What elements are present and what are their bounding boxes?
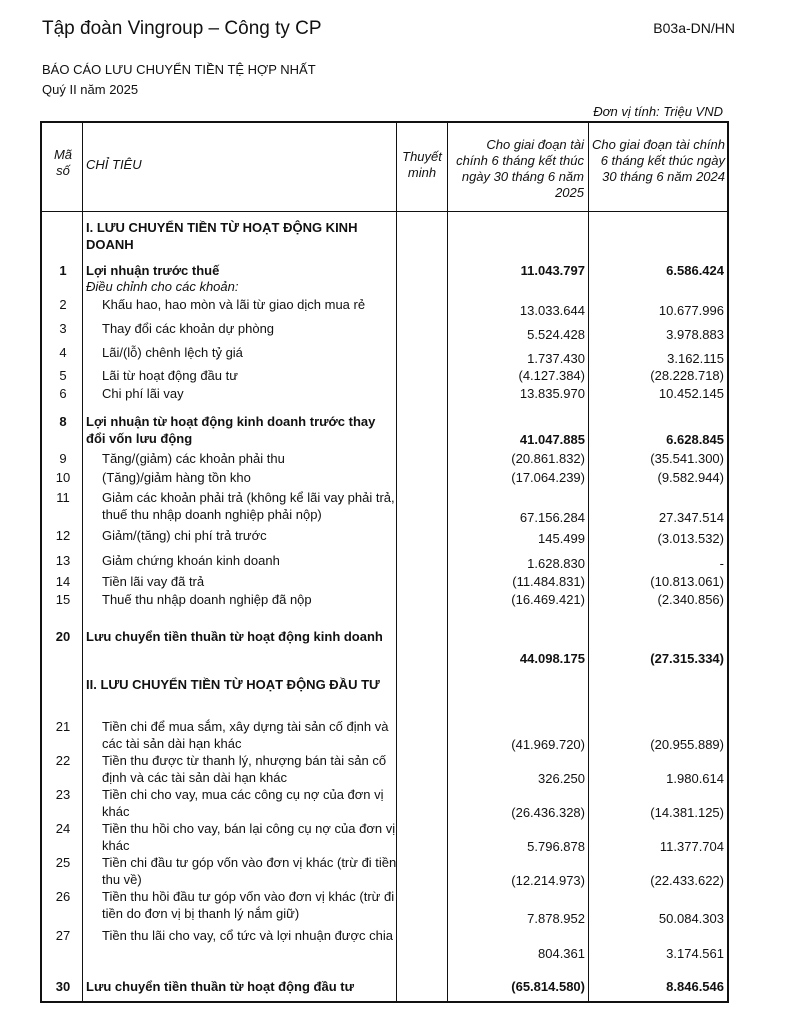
value-2024: (2.340.856)	[657, 592, 724, 607]
cash-flow-table	[40, 121, 729, 1003]
row-code: 4	[59, 345, 67, 360]
row-label: Tiền chi đầu tư góp vốn vào đơn vị khác (trừ đi tiền thu về)	[102, 855, 397, 887]
value-2025: (26.436.328)	[511, 805, 585, 820]
value-2024: 11.377.704	[659, 839, 724, 854]
value-2024: 27.347.514	[658, 510, 724, 525]
row-code: 1	[59, 263, 67, 278]
row-label: Lãi từ hoạt động đầu tư	[102, 368, 238, 383]
row-code: 2	[59, 297, 67, 312]
value-2025: (17.064.239)	[511, 470, 585, 485]
value-2025: 44.098.175	[519, 651, 585, 666]
row-label: Tiền thu hồi đầu tư góp vốn vào đơn vị khác (trừ đi tiền do đơn vị bị thanh lý nắm giữ)	[102, 889, 395, 921]
row-code: 13	[55, 553, 71, 568]
value-2024: 3.174.561	[666, 946, 724, 961]
row-code: 8	[59, 414, 67, 429]
value-2025: (16.469.421)	[511, 592, 585, 607]
row-label: Giảm/(tăng) chi phí trả trước	[102, 528, 267, 543]
row-code: 22	[55, 753, 71, 768]
value-2024: 1.980.614	[666, 771, 724, 786]
header-code: Mã số	[53, 147, 73, 178]
value-2025: (11.484.831)	[512, 574, 585, 589]
row-code: 12	[55, 528, 71, 543]
header-period-2024: Cho giai đoạn tài chính 6 tháng kết thúc ngày 30 tháng 6 năm 2024	[592, 137, 725, 184]
value-2025: (65.814.580)	[511, 979, 585, 994]
column-divider	[82, 123, 83, 1001]
row-label: Giảm các khoản phải trả (không kể lãi vay phải trả, thuế thu nhập doanh nghiệp phải nộp)	[102, 490, 395, 522]
value-2025: 326.250	[538, 771, 585, 786]
value-2024: 6.628.845	[666, 432, 724, 447]
row-code: 15	[55, 592, 71, 607]
value-2024: (14.381.125)	[650, 805, 724, 820]
value-2024: -	[719, 556, 724, 571]
value-2024: (35.541.300)	[650, 451, 724, 466]
value-2025: (12.214.973)	[511, 873, 585, 888]
row-code: 30	[55, 979, 71, 994]
row-label: Giảm chứng khoán kinh doanh	[102, 553, 280, 568]
row-label: Tiền lãi vay đã trả	[102, 574, 205, 589]
value-2025: 1.737.430	[527, 351, 585, 366]
report-title: BÁO CÁO LƯU CHUYỂN TIỀN TỆ HỢP NHẤT	[42, 62, 316, 77]
row-code: 20	[55, 629, 71, 644]
value-2024: (22.433.622)	[650, 873, 724, 888]
row-label: Tiền thu hồi cho vay, bán lại công cụ nợ của đơn vị khác	[102, 821, 396, 853]
value-2025: 5.796.878	[527, 839, 585, 854]
header-period-2025: Cho giai đoạn tài chính 6 tháng kết thúc ngày 30 tháng 6 năm 2025	[456, 137, 584, 200]
value-2024: 50.084.303	[658, 911, 724, 926]
row-label: Lãi/(lỗ) chênh lệch tỷ giá	[102, 345, 243, 360]
row-label: Chi phí lãi vay	[102, 386, 184, 401]
header-item: CHỈ TIÊU	[86, 157, 142, 172]
value-2025: 804.361	[538, 946, 585, 961]
row-code: 9	[59, 451, 67, 466]
value-2025: (41.969.720)	[511, 737, 585, 752]
value-2025: (4.127.384)	[518, 368, 585, 383]
row-code: 26	[55, 889, 71, 904]
form-code: B03a-DN/HN	[653, 20, 735, 36]
row-label: Tiền thu lãi cho vay, cổ tức và lợi nhuận được chia	[102, 928, 393, 943]
value-2024: (27.315.334)	[650, 651, 724, 666]
row-code: 14	[55, 574, 71, 589]
value-2025: 41.047.885	[519, 432, 585, 447]
value-2024: 8.846.546	[666, 979, 724, 994]
row-label: Khấu hao, hao mòn và lãi từ giao dịch mua rẻ	[102, 297, 366, 312]
value-2025: 7.878.952	[527, 911, 585, 926]
row-code: 5	[59, 368, 67, 383]
value-2025: 13.033.644	[519, 303, 585, 318]
row-code: 25	[55, 855, 71, 870]
header-divider	[42, 211, 727, 212]
row-label: Thay đổi các khoản dự phòng	[102, 321, 275, 336]
row-label: Tăng/(giảm) các khoản phải thu	[102, 451, 285, 466]
value-2024: 3.162.115	[667, 351, 724, 366]
value-2025: 145.499	[538, 531, 585, 546]
value-2024: 10.677.996	[658, 303, 724, 318]
header-note: Thuyết minh	[402, 149, 442, 180]
row-code: 11	[56, 490, 70, 505]
row-label: I. LƯU CHUYỂN TIỀN TỪ HOẠT ĐỘNG KINH DOANH	[86, 220, 358, 252]
row-label: Lưu chuyển tiền thuần từ hoạt động kinh doanh	[86, 629, 383, 644]
row-label: Lợi nhuận trước thuế	[86, 263, 220, 278]
value-2025: 67.156.284	[519, 510, 585, 525]
row-code: 6	[59, 386, 67, 401]
row-code: 10	[55, 470, 71, 485]
value-2025: 1.628.830	[527, 556, 585, 571]
value-2024: 10.452.145	[658, 386, 724, 401]
row-label: Thuế thu nhập doanh nghiệp đã nộp	[102, 592, 312, 607]
value-2024: (10.813.061)	[650, 574, 724, 589]
value-2025: 13.835.970	[519, 386, 585, 401]
value-2024: (28.228.718)	[650, 368, 724, 383]
value-2024: (20.955.889)	[650, 737, 724, 752]
row-label: Tiền thu được từ thanh lý, nhượng bán tài sản cố định và các tài sản dài hạn khác	[102, 753, 387, 785]
value-2025: (20.861.832)	[511, 451, 585, 466]
company-name: Tập đoàn Vingroup – Công ty CP	[42, 18, 322, 39]
row-code: 23	[55, 787, 71, 802]
row-label: Lợi nhuận từ hoạt động kinh doanh trước thay đổi vốn lưu động	[86, 414, 376, 446]
row-label: (Tăng)/giảm hàng tồn kho	[102, 470, 251, 485]
row-code: 24	[55, 821, 71, 836]
row-label: Tiền chi cho vay, mua các công cụ nợ của đơn vị khác	[102, 787, 384, 819]
row-label: Điều chỉnh cho các khoản:	[86, 279, 239, 294]
row-code: 3	[59, 321, 67, 336]
row-label: Tiền chi để mua sắm, xây dựng tài sản cố định và các tài sản dài hạn khác	[102, 719, 389, 751]
row-label: Lưu chuyển tiền thuần từ hoạt động đầu tư	[86, 979, 354, 994]
row-code: 27	[55, 928, 71, 943]
value-2024: (3.013.532)	[657, 531, 724, 546]
currency-unit: Đơn vị tính: Triệu VND	[593, 104, 723, 119]
value-2024: 3.978.883	[666, 327, 724, 342]
value-2025: 11.043.797	[520, 263, 585, 278]
row-label: II. LƯU CHUYỂN TIỀN TỪ HOẠT ĐỘNG ĐẦU TƯ	[86, 677, 380, 692]
value-2025: 5.524.428	[527, 327, 585, 342]
value-2024: 6.586.424	[666, 263, 724, 278]
report-period: Quý II năm 2025	[42, 82, 139, 97]
row-code: 21	[55, 719, 71, 734]
value-2024: (9.582.944)	[657, 470, 724, 485]
